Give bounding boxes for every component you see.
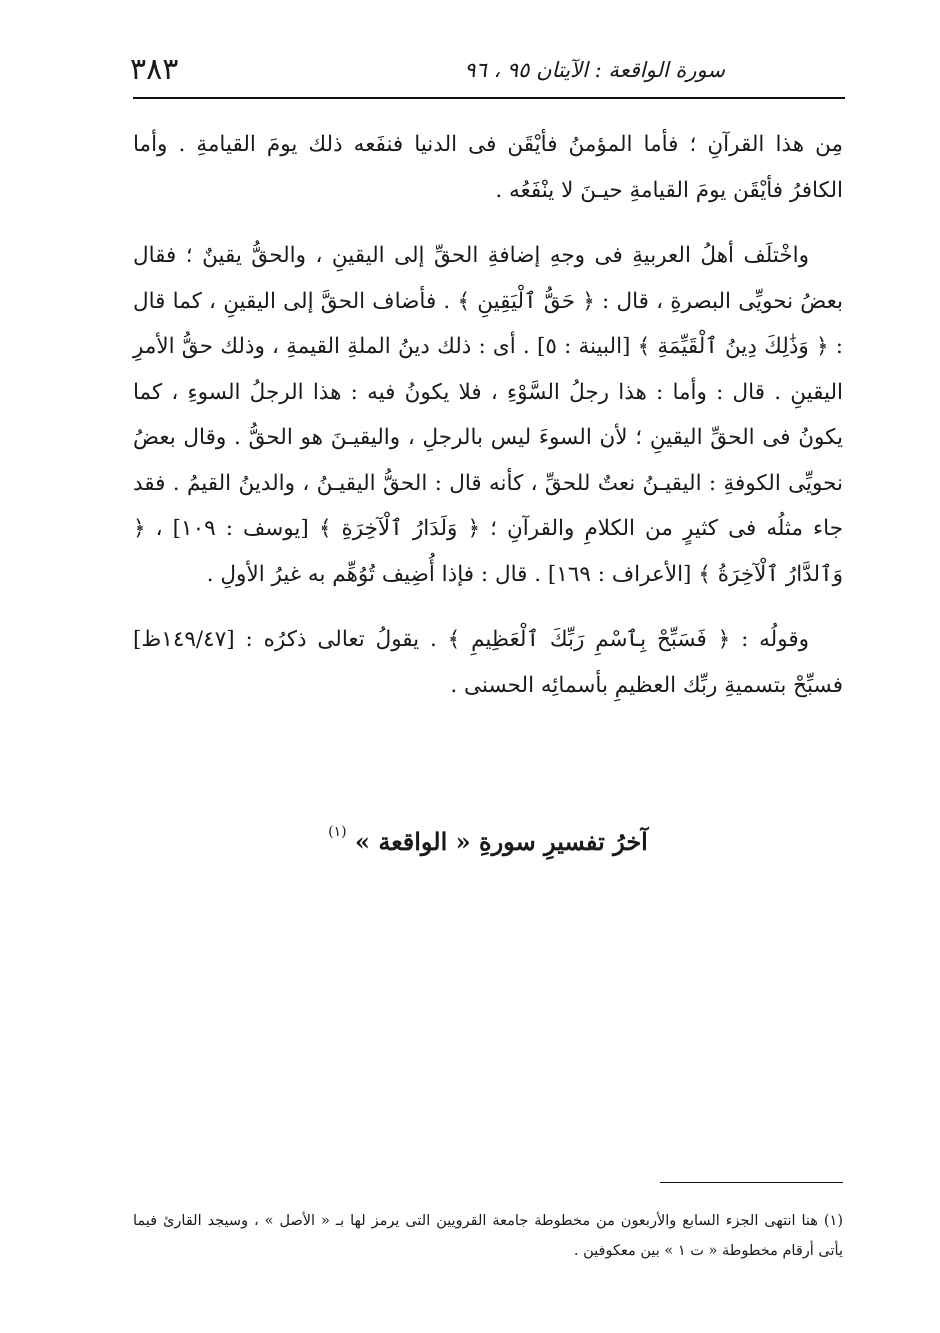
running-title: سورة الواقعة : الآيتان ٩٥ ، ٩٦ <box>464 58 725 82</box>
paragraph-1: مِن هذا القرآنِ ؛ فأما المؤمنُ فأيْقَن فى الدنيا فنفَعه ذلك يومَ القيامةِ . وأما الكافرُ فأيْقَن يومَ القيامةِ حيـنَ لا ينْفَعُه . <box>133 132 843 203</box>
surah-end-heading <box>133 810 843 864</box>
surah-end-text: آخرُ تفسيرِ سورةِ « الواقعة » <box>354 827 648 856</box>
paragraph-3: وقولُه : ﴿ فَسَبِّحْ بِٱسْمِ رَبِّكَ ٱلْعَظِيمِ ﴾ . يقولُ تعالى ذكرُه : [١٤٩/٤٧ظ] فسبِّحْ بتسميةِ ربِّك العظيمِ بأسمائِه الحسنى . <box>133 627 843 698</box>
header-rule <box>133 97 845 99</box>
footnote-marker: (١) <box>328 824 347 840</box>
footnote <box>133 1206 843 1266</box>
running-header <box>130 48 845 92</box>
main-text <box>133 122 843 728</box>
footnote-rule <box>660 1182 843 1183</box>
paragraph-2: واخْتلَف أهلُ العربيةِ فى وجهِ إضافةِ الحقِّ إلى اليقينِ ، والحقُّ يقينٌ ؛ فقال بعضُ نحويِّى البصرةِ ، قال : ﴿ حَقُّ ٱلْيَقِينِ ﴾ . فأضاف الحقَّ إلى اليقينِ ، كما قال : ﴿ وَذَٰلِكَ دِينُ ٱلْقَيِّمَةِ ﴾ [البينة : ٥] . أى : ذلك دينُ الملةِ القيمةِ ، وذلك حقُّ الأمرِ اليقينِ . قال : وأما : هذا رجلُ السَّوْءِ ، فلا يكونُ فيه : هذا الرجلُ السوءِ ، كما يكونُ فى الحقِّ اليقينِ ؛ لأن السوءَ ليس بالرجلِ ، واليقيـنَ هو الحقُّ . وقال بعضُ نحويِّى الكوفةِ : اليقيـنُ نعتٌ للحقِّ ، كأنه قال : الحقُّ اليقيـنُ ، والدينُ القيمُ . فقد جاء مثلُه فى كثيرٍ من الكلامِ والقرآنِ ؛ ﴿ وَلَدَارُ ٱلْآخِرَةِ ﴾ [يوسف : ١٠٩] ، ﴿ وَٱلدَّارُ ٱلْآخِرَةُ ﴾ [الأعراف : ١٦٩] . قال : فإذا أُضِيف تُوُهِّم به غيرُ الأولِ . <box>133 243 844 587</box>
footnote-text: (١) هنا انتهى الجزء السابع والأربعون من مخطوطة جامعة القرويين التى يرمز لها بـ « الأصل » ، وسيجد القارئ فيما يأتى أرقام مخطوطة « ت ١ » بين معكوفين . <box>133 1213 843 1259</box>
page-number: ٣٨٣ <box>130 52 179 87</box>
